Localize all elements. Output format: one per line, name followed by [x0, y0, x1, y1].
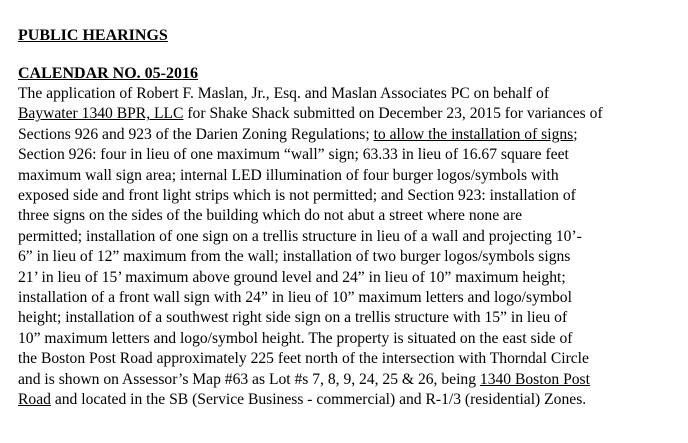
- document-page: [18, 26, 682, 411]
- calendar-entry: [18, 64, 682, 411]
- paragraph-line-9: 6” in lieu of 12” maximum from the wall; installation of two burger logos/symbols signs: [18, 248, 571, 266]
- paragraph-line-13: 10” maximum letters and logo/symbol height. The property is situated on the east side of: [18, 329, 573, 347]
- paragraph-line-10: 21’ in lieu of 15’ maximum above ground level and 24” in lieu of 10” maximum height;: [18, 268, 566, 286]
- paragraph-line-3: [18, 125, 682, 145]
- paragraph-line-6: exposed side and front light strips which is not permitted; and Section 923: installation of: [18, 187, 576, 205]
- hearing-paragraph: [18, 84, 682, 411]
- paragraph-line-4: Section 926: four in lieu of one maximum “wall” sign; 63.33 in lieu of 16.67 square feet: [18, 146, 569, 164]
- section-heading: PUBLIC HEARINGS: [18, 27, 168, 44]
- purpose-text: to allow the installation of signs: [373, 125, 574, 143]
- property-address-part-2: Road: [18, 391, 51, 409]
- paragraph-line-2: [18, 104, 682, 124]
- paragraph-line-7: three signs on the sides of the building which do not abut a street where none are: [18, 207, 523, 225]
- paragraph-line-5: maximum wall sign area; internal LED illumination of four burger logos/symbols with: [18, 166, 559, 184]
- paragraph-line-14: the Boston Post Road approximately 225 feet north of the intersection with Thorndal Circle: [18, 350, 589, 368]
- paragraph-line-3-end: ;: [573, 125, 578, 143]
- paragraph-line-15: [18, 370, 682, 390]
- paragraph-line-2-rest: for Shake Shack submitted on December 23, 2015 for variances of: [183, 105, 603, 123]
- calendar-heading: CALENDAR NO. 05-2016: [18, 65, 198, 82]
- paragraph-line-1: The application of Robert F. Maslan, Jr., Esq. and Maslan Associates PC on behalf of: [18, 85, 550, 102]
- paragraph-line-8: permitted; installation of one sign on a trellis structure in lieu of a wall and projecting 10’-: [18, 227, 582, 245]
- applicant-name: Baywater 1340 BPR, LLC: [18, 105, 184, 123]
- paragraph-line-16-rest: and located in the SB (Service Business - commercial) and R-1/3 (residential) Zones.: [50, 391, 587, 409]
- paragraph-line-16: [18, 390, 682, 410]
- paragraph-line-11: installation of a front wall sign with 24” in lieu of 10” maximum letters and logo/symbol: [18, 289, 572, 307]
- paragraph-line-12: height; installation of a southwest right side sign on a trellis structure with 15” in lieu of: [18, 309, 568, 327]
- paragraph-line-15-start: and is shown on Assessor’s Map #63 as Lot #s 7, 8, 9, 24, 25 & 26, being: [18, 370, 480, 388]
- paragraph-line-3-start: Sections 926 and 923 of the Darien Zoning Regulations;: [18, 125, 374, 143]
- property-address-part-1: 1340 Boston Post: [479, 370, 590, 388]
